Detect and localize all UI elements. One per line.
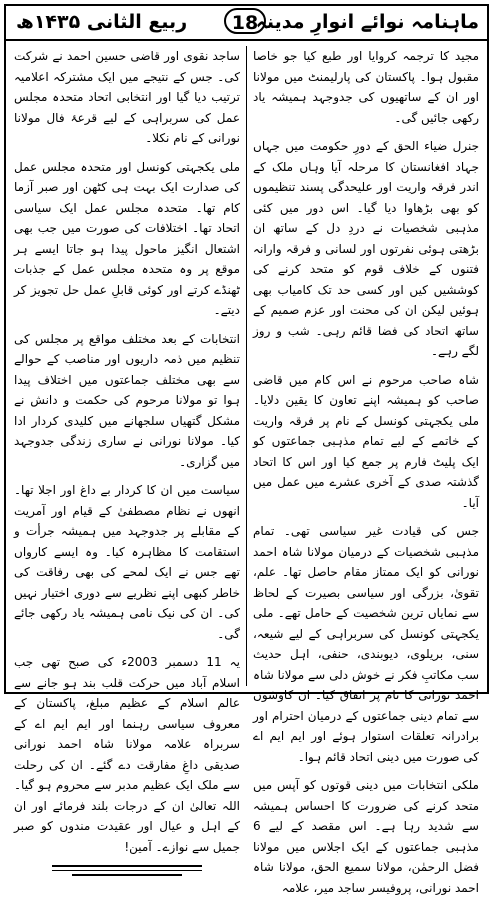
paragraph: یہ 11 دسمبر 2003ء کی صبح تھی جب اسلام آباد میں حرکت قلب بند ہو جانے سے عالم اسلام کے عظیم مبلغ، پاکستان کے معروف سیاسی رہنما اور ایم ایم اے کے سربراہ علامہ مولانا شاہ احمد نورانی صدیقی داغِ مفارقت دے گئے۔ ان کی رحلت سے ملک ایک عظیم مدبر سے محروم ہو گیا۔ اللہ تعالیٰ ان کے درجات بلند فرمائے اور ان کے اہل و عیال اور عقیدت مندوں کو صبر جمیل سے نوازے۔ آمین! [14,655,240,854]
paragraph: سیاست میں ان کا کردار بے داغ اور اجلا تھا۔ انھوں نے نظام مصطفیٰ کے قیام اور آمریت کے مقابلے پر جدوجہد میں ہمیشہ جرأت و استقامت کا مظاہرہ کیا۔ وہ ایسے کارواں تھے جس نے ایک لمحے کی بھی رفاقت کی خاطر کبھی اپنے نظریے سے دوری اختیار نہیں کی۔ ان کی نیک نامی ہمیشہ یاد رکھی جائے گی۔ [14,483,240,641]
paragraph: ساجد نقوی اور قاضی حسین احمد نے شرکت کی۔ جس کے نتیجے میں ایک مشترکہ اعلامیہ ترتیب دیا گیا اور انتخابی اتحاد متحدہ مجلس عمل کی سربراہی کے لیے قرعۂ فال مولانا نورانی کے نام نکلا۔ [14,49,240,145]
magazine-title: ماہنامہ نوائے انوارِ مدینہ [255,11,479,33]
page-number-badge: 18 [224,8,266,34]
article-end-rule [52,865,202,871]
left-column [14,46,240,854]
paragraph: انتخابات کے بعد مختلف مواقع پر مجلس کی تنظیم میں ذمہ داریوں اور مناصب کے حوالے سے بھی مختلف جماعتوں میں اختلاف پیدا ہوا تو مولانا مرحوم کی حکمت و دانش نے مشکل گتھیاں سلجھانے میں کلیدی کردار ادا کیا۔ مولانا نورانی نے ساری زندگی جدوجہد میں گزاری۔ [14,331,240,469]
paragraph: جنرل ضیاء الحق کے دورِ حکومت میں جہاں جہاد افغانستان کا مرحلہ آیا وہاں ملک کے اندر فرقہ واریت اور علیحدگی پسند تنظیموں کو بھی بڑھاوا دیا گیا۔ اس دور میں کئی مذہبی شخصیات نے دردِ دل کے ساتھ ان بڑھتی ہوئی نفرتوں اور لسانی و فرقہ وارانہ فتنوں کے خلاف قوم کو متحد کرنے کی کوششیں کیں اور کسی حد تک کامیاب بھی ہوئیں لیکن ان کی محنت اور عزم صمیم کے ساتھ اتحاد کی فضا قائم رہی۔ شب و روز لگے رہے۔ [253,139,479,358]
header-divider [6,39,487,41]
paragraph: ملکی انتخابات میں دینی قوتوں کو آپس میں متحد کرنے کی ضرورت کا احساس ہمیشہ سے شدید رہا ہے۔ اس مقصد کے لیے 6 مذہبی جماعتوں کے ایک اجلاس میں مولانا فضل الرحمٰن، مولانا سمیع الحق، مولانا شاہ احمد نورانی، پروفیسر ساجد میر، علامہ [253,778,479,895]
paragraph: جس کی قیادت غیر سیاسی تھی۔ تمام مذہبی شخصیات کے درمیان مولانا شاہ احمد نورانی کو ایک ممتاز مقام حاصل تھا۔ علم، تقویٰ، بزرگی اور سیاسی بصیرت کے لحاظ سے نمایاں ترین شخصیت کے حامل تھے۔ ملی یکجہتی کونسل کی سربراہی کے لیے شیعہ، سنی، بریلوی، دیوبندی، حنفی، اہل حدیث سب مکاتبِ فکر نے خوش دلی سے مولانا شاہ احمد نورانی کا نام پر اتفاق کیا۔ ان کاوشوں سے تمام دینی جماعتوں کے درمیان احترام اور برادرانہ تعلقات استوار ہوئے اور ایم ایم اے کی صورت میں دینی اتحاد قائم ہوا۔ [253,524,479,764]
article-end-rule [72,874,182,876]
page-header [6,6,487,40]
issue-date: ربیع الثانی ۱۴۳۵ھ [16,11,188,33]
paragraph: ملی یکجہتی کونسل اور متحدہ مجلس عمل کی صدارت ایک بہت ہی کٹھن اور صبر آزما کام تھا۔ متحدہ مجلس عمل ایک سیاسی اتحاد تھا۔ اختلافات کی صورت میں جب بھی اشتعال انگیز ماحول پیدا ہو جاتا ایسے ہر موقع پر وہ متحدہ مجلس عمل کے جذبات ٹھنڈے کرتے اور کوئی قابلِ عمل حل تجویز کر دیتے۔ [14,159,240,317]
right-column [253,46,479,895]
paragraph: شاہ صاحب مرحوم نے اس کام میں قاضی صاحب کو ہمیشہ اپنے تعاون کا یقین دلایا۔ ملی یکجہتی کونسل کے نام پر فرقہ واریت کے خاتمے کے لیے تمام مذہبی جماعتوں کو ایک پلیٹ فارم پر جمع کیا اور اس کا اتحاد گذشتہ صدی کے آخری عشرے میں عمل میں آیا۔ [253,372,479,510]
column-divider [246,46,247,686]
magazine-page [4,4,489,895]
paragraph: مجید کا ترجمہ کروایا اور طبع کیا جو خاصا مقبول ہوا۔ پاکستان کی پارلیمنٹ میں مولانا اور ان کے ساتھیوں کی جدوجہد ہمیشہ یاد رکھی جائیں گی۔ [253,49,479,125]
